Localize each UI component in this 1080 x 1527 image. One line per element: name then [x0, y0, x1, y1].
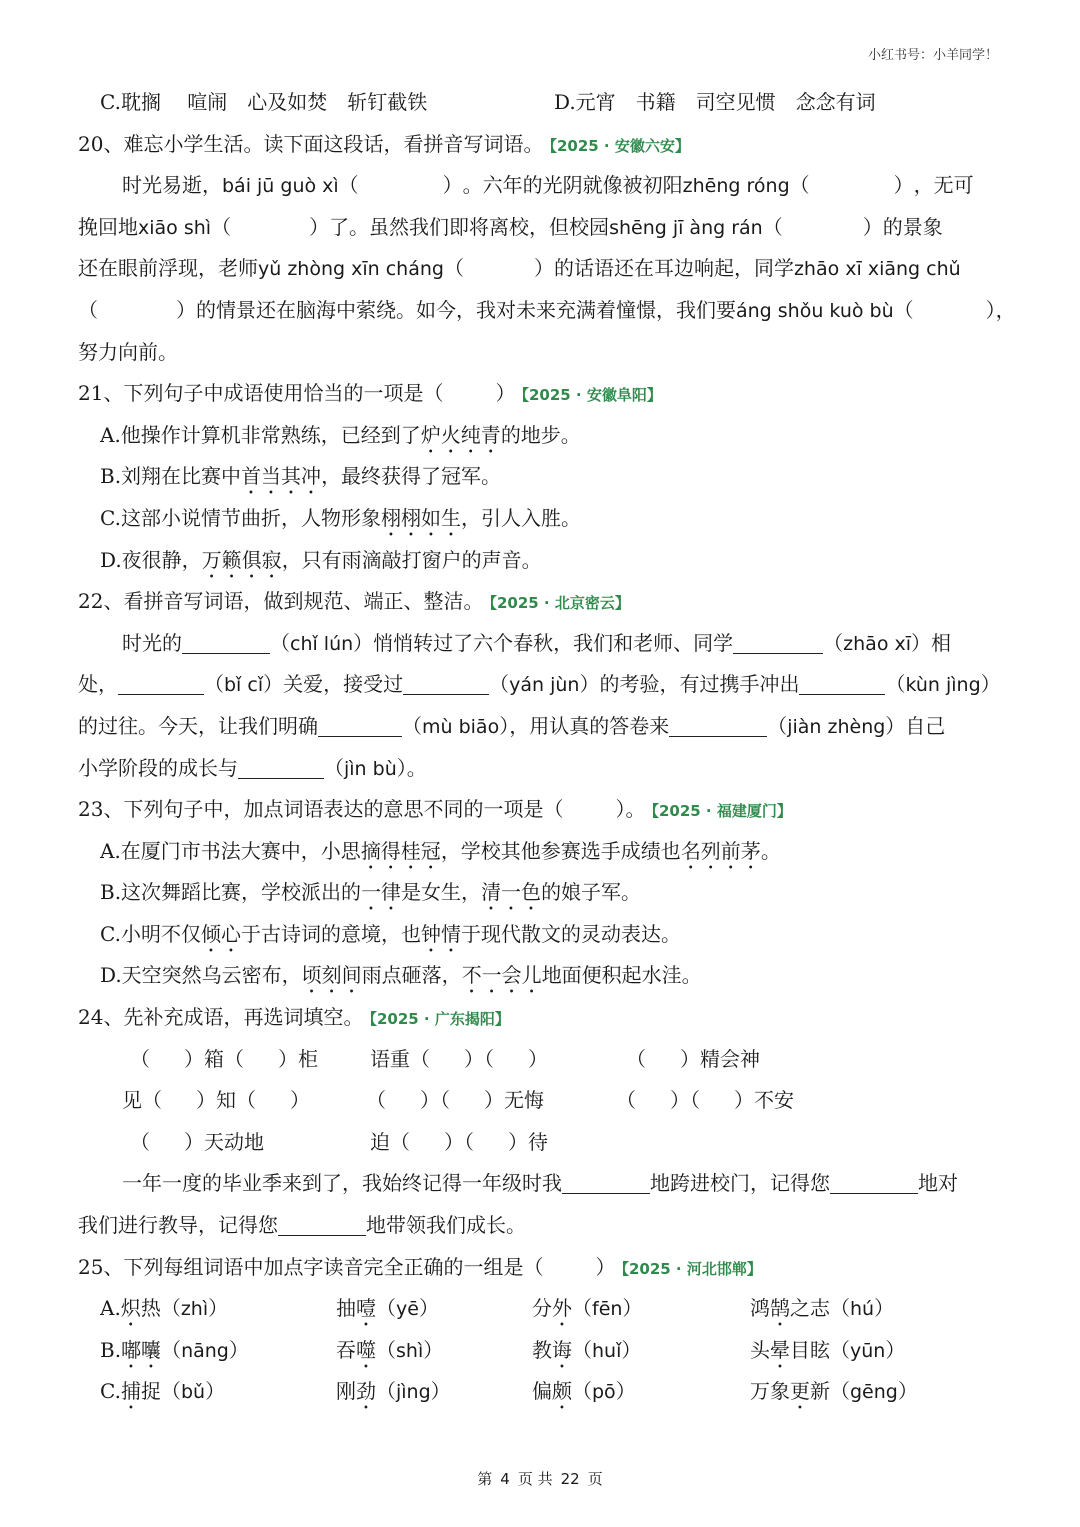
- q20-line-2: [78, 207, 1008, 249]
- q24-text: 我们进行教导，记得您: [78, 1213, 278, 1238]
- q23-option-c[interactable]: [78, 914, 1008, 956]
- option-text: 于古诗词的意境，也: [240, 921, 421, 946]
- dotted-char: 鹄: [770, 1296, 790, 1321]
- option-text: C.小明不仅: [100, 921, 201, 946]
- pinyin-6: zhāo xī xiāng chǔ: [793, 258, 961, 281]
- q25-word: 教诲（huǐ）: [532, 1337, 642, 1362]
- q25-word: 刚劲（jìng）: [336, 1379, 451, 1404]
- option-text: ，学校其他参赛选手成绩也: [440, 838, 681, 863]
- pinyin: jiàn zhèng: [787, 715, 886, 738]
- dotted-word: 首当其冲: [241, 464, 322, 489]
- q24-idiom-row-1: [78, 1039, 1008, 1081]
- pinyin: zhāo xī: [843, 632, 912, 655]
- q23-stem: [78, 789, 1008, 831]
- idiom-8[interactable]: 迫（ ）（ ）待: [370, 1129, 548, 1154]
- q22-line-3: 的过往。今天，让我们明确 （mù biāo），用认真的答卷来 （jiàn zhèng）自己: [78, 713, 946, 738]
- q24-text: 地跨进校门，记得您: [650, 1171, 830, 1196]
- dotted-char: 嘟囔: [121, 1337, 162, 1362]
- q22-text: 关爱，接受过: [283, 672, 404, 697]
- pinyin: hú: [850, 1298, 875, 1321]
- answer-blank[interactable]: [182, 631, 270, 654]
- q20-stem: [78, 124, 1008, 166]
- q20-tag: 【2025 · 安徽六安】: [549, 136, 690, 155]
- q25-option-row[interactable]: [78, 1330, 1008, 1372]
- answer-blank[interactable]: [118, 672, 204, 695]
- q22-text: ，用认真的答卷来: [509, 713, 670, 738]
- author-note: 小红书号：小羊同学！: [867, 48, 998, 63]
- q25-option-row[interactable]: [78, 1371, 1008, 1413]
- pinyin-3: xiāo shì: [138, 216, 212, 239]
- page-number: 4: [500, 1470, 510, 1488]
- page-footer: [0, 1468, 1080, 1489]
- dotted-word: 一律: [361, 880, 402, 905]
- word-part: 刚: [336, 1379, 356, 1404]
- q22-text: 处，: [78, 672, 118, 697]
- answer-blank[interactable]: [830, 1171, 918, 1194]
- idiom-6[interactable]: （ ）（ ）不安: [616, 1088, 794, 1113]
- q24-line-2: [78, 1205, 1008, 1247]
- q23-stem-text: 23、下列句子中，加点词语表达的意思不同的一项是（: [78, 797, 564, 822]
- option-text: ，只有雨滴敲打窗户的声音。: [281, 547, 542, 572]
- word-part: B.: [100, 1337, 122, 1362]
- q19-options-row: [78, 82, 1008, 124]
- q22-text: 的考验，有过携手冲出: [599, 672, 800, 697]
- q20-text: 了。虽然我们即将离校，但校园: [329, 214, 610, 239]
- q22-stem: [78, 581, 1008, 623]
- dotted-word: 名列前茅: [680, 838, 761, 863]
- answer-blank-7[interactable]: （ ），: [893, 297, 1016, 322]
- answer-blank-6[interactable]: （ ）: [78, 297, 196, 322]
- word-part: 捉: [140, 1379, 161, 1404]
- answer-blank-3[interactable]: （ ）: [211, 214, 330, 239]
- pinyin: zhì: [180, 1298, 209, 1321]
- q22-tag: 【2025 · 北京密云】: [489, 594, 630, 613]
- q24-stem-text: 24、先补充成语，再选词填空。: [78, 1005, 364, 1030]
- q21-option-c[interactable]: [78, 498, 1008, 540]
- dotted-char: 劲: [356, 1379, 376, 1404]
- answer-blank[interactable]: [238, 756, 324, 779]
- q20-line-1: [78, 165, 1008, 207]
- dotted-word: 摘得桂冠: [360, 838, 441, 863]
- answer-blank-2[interactable]: （ ）: [789, 173, 914, 198]
- q21-stem: [78, 373, 1008, 415]
- q25-word: A.炽热（zhì）: [100, 1296, 229, 1321]
- word-part: 头: [750, 1337, 770, 1362]
- q24-idiom-row-3: [78, 1122, 1008, 1164]
- q20-text: 的景象: [882, 214, 943, 239]
- q23-stem-end: ）。: [615, 797, 646, 822]
- dotted-char: 噬: [356, 1337, 376, 1362]
- q23-tag: 【2025 · 福建厦门】: [651, 802, 792, 821]
- q25-word: 吞噬（shì）: [336, 1337, 444, 1362]
- word-part: 偏: [532, 1379, 552, 1404]
- q25-word: B.嘟囔（nāng）: [100, 1337, 249, 1362]
- q24-line-1: [78, 1163, 1008, 1205]
- footer-text: 第: [477, 1470, 493, 1488]
- word-part: 热: [140, 1296, 161, 1321]
- dotted-word: 不一会儿: [461, 963, 542, 988]
- q21-stem-end: ）: [495, 381, 516, 406]
- q25-word: 分外（fēn）: [532, 1296, 643, 1321]
- option-text: ，最终获得了冠军。: [321, 464, 502, 489]
- dotted-word: 清一色: [481, 880, 542, 905]
- pinyin: huǐ: [592, 1339, 622, 1362]
- q19-option-d: D.元宵 书籍 司空见惯 念念有词: [554, 90, 876, 114]
- answer-blank[interactable]: [733, 631, 823, 654]
- idiom-2[interactable]: 语重（ ）（ ）: [370, 1046, 548, 1071]
- option-text: D.夜很静，: [100, 547, 202, 572]
- q20-text: 还在眼前浮现，老师: [78, 256, 258, 281]
- answer-blank-4[interactable]: （ ）: [762, 214, 883, 239]
- pinyin: fēn: [592, 1298, 623, 1321]
- idiom-3[interactable]: （ ）精会神: [626, 1046, 760, 1071]
- option-text: 雨点砸落，: [361, 963, 462, 988]
- option-text: 是女生，: [401, 880, 482, 905]
- q23-option-a[interactable]: [78, 831, 1008, 873]
- pinyin: nāng: [181, 1339, 229, 1362]
- word-part: 抽: [336, 1296, 356, 1321]
- q20-stem-text: 20、难忘小学生活。读下面这段话，看拼音写词语。: [78, 131, 544, 156]
- pinyin: bǔ: [180, 1381, 206, 1404]
- word-part: C.: [100, 1379, 121, 1404]
- q20-line-5: [78, 332, 1008, 374]
- dotted-word: 钟情: [420, 921, 461, 946]
- q20-text: 。六年的光阴就像被初阳: [462, 173, 683, 198]
- q24-tag: 【2025 · 广东揭阳】: [369, 1010, 510, 1029]
- q21-stem-text: 21、下列句子中成语使用恰当的一项是（: [78, 381, 444, 406]
- q22-text: 的过往。今天，让我们明确: [78, 713, 318, 738]
- option-text: 。: [760, 838, 781, 863]
- q20-text: ，无可: [913, 173, 974, 198]
- q20-text: 的话语还在耳边响起，同学: [553, 256, 794, 281]
- pinyin: yē: [396, 1298, 419, 1321]
- q20-text: 努力向前。: [78, 339, 178, 364]
- q22-line-4: 小学阶段的成长与 （jìn bù）。: [78, 755, 427, 780]
- dotted-char: 更: [790, 1379, 810, 1404]
- q24-text: 地对: [918, 1171, 958, 1196]
- pinyin-7: áng shǒu kuò bù: [736, 299, 894, 322]
- pinyin: kùn jìng: [905, 674, 981, 697]
- word-part: 分: [532, 1296, 552, 1321]
- option-text: 的娘子军。: [541, 880, 642, 905]
- footer-text: 页 共: [517, 1470, 553, 1488]
- dotted-word: 顷刻间: [301, 963, 362, 988]
- pinyin: bǐ cǐ: [224, 674, 264, 697]
- pinyin: yūn: [850, 1339, 886, 1362]
- pinyin: jìng: [396, 1381, 431, 1404]
- q24-stem: [78, 997, 1008, 1039]
- option-text: 于现代散文的灵动表达。: [460, 921, 681, 946]
- dotted-word: 炉火纯青: [420, 422, 501, 447]
- q25-options: [78, 1288, 1008, 1413]
- q20-text: 时光易逝，: [122, 173, 222, 198]
- q25-word: C.捕捉（bǔ）: [100, 1379, 226, 1404]
- q22-text: 时光的: [122, 630, 182, 655]
- dotted-char: 颇: [552, 1379, 572, 1404]
- dotted-word: 栩栩如生: [380, 505, 461, 530]
- q19-option-c: C.耽搁 喧闹 心及如焚 斩钉截铁: [100, 90, 428, 114]
- q22-text: 悄悄转过了六个春秋，我们和老师、同学: [373, 630, 734, 655]
- q21-option-d[interactable]: [78, 540, 1008, 582]
- option-text: B.这次舞蹈比赛，学校派出的: [100, 880, 362, 905]
- word-part: 目眩: [790, 1337, 830, 1362]
- answer-blank[interactable]: [403, 672, 489, 695]
- q23-option-b[interactable]: [78, 872, 1008, 914]
- q25-word: 抽噎（yē）: [336, 1296, 439, 1321]
- q22-text: 相: [931, 630, 952, 655]
- option-text: A.在厦门市书法大赛中，小思: [100, 838, 361, 863]
- dotted-char: 晕: [770, 1337, 790, 1362]
- exam-content: [78, 82, 1016, 1413]
- q25-stem-text: 25、下列每组词语中加点字读音完全正确的一组是（: [78, 1254, 544, 1279]
- option-text: C.这部小说情节曲折，人物形象: [100, 505, 381, 530]
- dotted-char: 捕: [120, 1379, 141, 1404]
- q24-idiom-row-2: [78, 1080, 1008, 1122]
- pinyin: shì: [396, 1339, 424, 1362]
- q25-stem-end: ）: [595, 1254, 616, 1279]
- answer-blank[interactable]: [669, 714, 767, 737]
- q25-option-row[interactable]: [78, 1288, 1008, 1330]
- q25-word: 鸿鹄之志（hú）: [750, 1296, 895, 1321]
- answer-blank[interactable]: [318, 714, 402, 737]
- idiom-7[interactable]: （ ）天动地: [130, 1129, 264, 1154]
- idiom-1[interactable]: （ ）箱（ ）柜: [130, 1046, 318, 1071]
- option-text: B.刘翔在比赛中: [100, 464, 242, 489]
- answer-blank[interactable]: [278, 1213, 366, 1236]
- q22-stem-text: 22、看拼音写词语，做到规范、端正、整洁。: [78, 589, 484, 614]
- q25-word: 万象更新（gēng）: [750, 1379, 918, 1404]
- dotted-word: 万籁俱寂: [201, 547, 282, 572]
- pinyin-1: bái jū guò xì: [222, 175, 339, 198]
- dotted-word: 倾心: [200, 921, 241, 946]
- dotted-char: 诲: [552, 1337, 572, 1362]
- answer-blank[interactable]: [562, 1171, 650, 1194]
- q22-text: 自己: [905, 713, 946, 738]
- pinyin: jìn bù: [344, 757, 397, 780]
- q25-word: 头晕目眩（yūn）: [750, 1337, 906, 1362]
- q22-line-2: 处， （bǐ cǐ）关爱，接受过 （yán jùn）的考验，有过携手冲出 （kùn jìng）: [78, 672, 1001, 697]
- q22-line-1: 时光的 （chǐ lún）悄悄转过了六个春秋，我们和老师、同学 （zhāo xī）相: [122, 630, 952, 655]
- option-text: 的地步。: [500, 422, 581, 447]
- word-part: A.: [100, 1296, 121, 1321]
- q23-option-d[interactable]: [78, 955, 1008, 997]
- dotted-char: 噎: [356, 1296, 376, 1321]
- option-text: ，引人入胜。: [460, 505, 581, 530]
- pinyin: yán jùn: [509, 674, 580, 697]
- word-part: 吞: [336, 1337, 356, 1362]
- q20-text: 的情景还在脑海中萦绕。如今，我对未来充满着憧憬，我们要: [196, 297, 736, 322]
- word-part: 万象: [750, 1379, 790, 1404]
- option-text: A.他操作计算机非常熟练，已经到了: [100, 422, 421, 447]
- dotted-char: 炽: [120, 1296, 141, 1321]
- answer-blank[interactable]: [799, 672, 885, 695]
- total-pages: 22: [560, 1470, 580, 1488]
- word-part: 新: [810, 1379, 830, 1404]
- word-part: 之志: [790, 1296, 830, 1321]
- option-text: D.天空突然乌云密布，: [100, 963, 302, 988]
- pinyin-5: yǔ zhòng xīn cháng: [258, 258, 444, 281]
- pinyin-2: zhēng róng: [682, 175, 790, 198]
- q21-option-b[interactable]: [78, 456, 1008, 498]
- q22-text: 。: [406, 755, 427, 780]
- dotted-char: 外: [552, 1296, 572, 1321]
- q25-tag: 【2025 · 河北邯郸】: [621, 1259, 762, 1278]
- idiom-5[interactable]: （ ）（ ）无悔: [366, 1088, 544, 1113]
- q20-text: 挽回地: [78, 214, 138, 239]
- idiom-4[interactable]: 见（ ）知（ ）: [122, 1088, 310, 1113]
- q20-line-3: [78, 248, 1008, 290]
- word-part: 教: [532, 1337, 552, 1362]
- pinyin: pō: [592, 1381, 616, 1404]
- q24-text: 一年一度的毕业季来到了，我始终记得一年级时我: [122, 1171, 562, 1196]
- pinyin: mù biāo: [422, 715, 500, 738]
- footer-text: 页: [587, 1470, 603, 1488]
- pinyin: chǐ lún: [290, 632, 354, 655]
- q22-text: 小学阶段的成长与: [78, 755, 238, 780]
- q21-option-a[interactable]: [78, 415, 1008, 457]
- q24-text: 地带领我们成长。: [366, 1213, 526, 1238]
- q25-stem: [78, 1247, 1008, 1289]
- q20-line-4: [78, 290, 1016, 332]
- word-part: 鸿: [750, 1296, 770, 1321]
- answer-blank-1[interactable]: （ ）: [338, 173, 463, 198]
- q21-tag: 【2025 · 安徽阜阳】: [521, 386, 662, 405]
- option-text: 地面便积起水洼。: [541, 963, 702, 988]
- answer-blank-5[interactable]: （ ）: [443, 256, 554, 281]
- pinyin: gēng: [850, 1381, 898, 1404]
- pinyin-4: shēng jī àng rán: [609, 216, 763, 239]
- q25-word: 偏颇（pō）: [532, 1379, 636, 1404]
